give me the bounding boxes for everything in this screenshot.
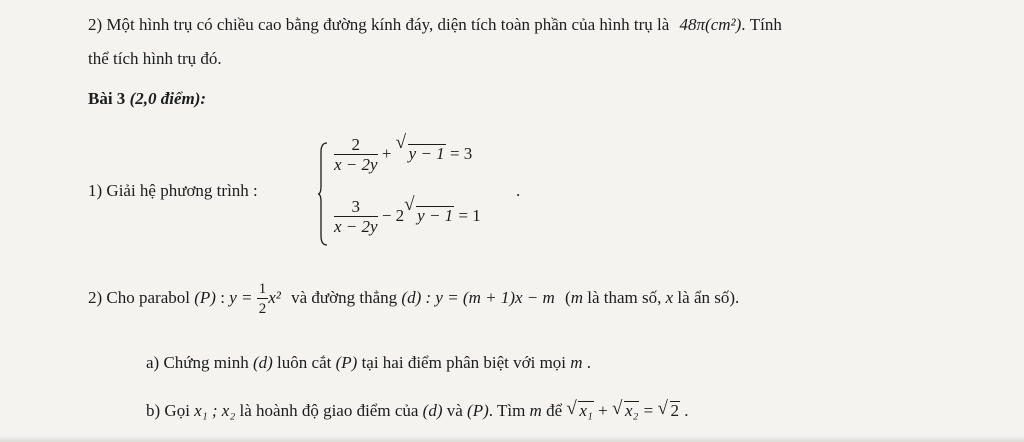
eq2-sqrt bbox=[404, 196, 454, 236]
qb-radicand-3: 2 bbox=[670, 401, 679, 420]
problem-2-text: 2) Một hình trụ có chiều cao bằng đường kính đáy, diện tích toàn phần của hình trụ là bbox=[88, 15, 670, 34]
q2-m: m bbox=[570, 288, 583, 307]
eq2-minus: − 2 bbox=[381, 206, 405, 225]
qb-d: (d) bbox=[422, 401, 443, 420]
qb-sqrt-2 bbox=[612, 400, 639, 422]
question-1-label: 1) Giải hệ phương trình : bbox=[88, 181, 258, 200]
q2-intro: 2) Cho parabol bbox=[88, 288, 190, 307]
qa-text3: tại hai điểm phân biệt với mọi bbox=[361, 353, 567, 372]
qb-radicand-2: x₂ bbox=[624, 401, 639, 420]
eq2-fraction bbox=[334, 198, 378, 237]
q2-x: x bbox=[665, 288, 674, 307]
q2-frac-den: 2 bbox=[258, 300, 267, 317]
section-heading bbox=[88, 88, 206, 110]
system-end-period: . bbox=[516, 181, 521, 200]
question-2 bbox=[88, 278, 739, 319]
q2-line-name: (d) bbox=[401, 288, 422, 307]
eq1-denominator: x − 2y bbox=[334, 154, 378, 174]
q2-mid: và đường thẳng bbox=[291, 288, 398, 307]
area-unit: (cm²) bbox=[705, 15, 742, 34]
qa-end: . bbox=[586, 353, 592, 372]
qa-text2: luôn cắt bbox=[277, 353, 332, 372]
eq1-fraction bbox=[334, 136, 378, 175]
q2-x-squared: x² bbox=[268, 288, 281, 307]
qb-sqrt-1 bbox=[566, 400, 593, 422]
qa-text1: a) Chứng minh bbox=[146, 353, 249, 372]
qb-m: m bbox=[529, 401, 542, 420]
eq1-rhs: = 3 bbox=[449, 144, 473, 163]
eq2-numerator: 3 bbox=[334, 198, 378, 217]
section-points: (2,0 điểm): bbox=[129, 89, 207, 108]
area-value: 48π bbox=[679, 15, 706, 34]
equation-1 bbox=[334, 134, 472, 175]
q2-parabol-name: (P) bbox=[194, 288, 216, 307]
eq2-denominator: x − 2y bbox=[334, 216, 378, 236]
eq2-rhs: = 1 bbox=[458, 206, 481, 225]
eq1-numerator: 2 bbox=[334, 136, 378, 155]
eq1-radicand: y − 1 bbox=[408, 144, 445, 163]
qa-m: m bbox=[570, 353, 583, 372]
question-2a bbox=[146, 352, 591, 374]
qb-radicand-1: x₁ bbox=[579, 401, 593, 420]
system-brace bbox=[318, 142, 328, 246]
q2-line-eq: : y = (m + 1)x − m bbox=[425, 288, 555, 307]
problem-2-line-2: thể tích hình trụ đó. bbox=[88, 49, 222, 68]
q2-fraction bbox=[257, 280, 269, 319]
qa-p: (P) bbox=[335, 353, 358, 372]
problem-2-end: . Tính bbox=[741, 15, 782, 34]
qa-d: (d) bbox=[252, 353, 273, 372]
q2-colon: : bbox=[220, 288, 225, 307]
eq2-radicand: y − 1 bbox=[417, 206, 454, 225]
problem-2-line-1 bbox=[88, 14, 782, 36]
page-bottom-edge bbox=[0, 436, 1024, 442]
equation-2 bbox=[334, 196, 481, 237]
q2-an-so: là ẩn số). bbox=[677, 288, 740, 307]
section-title: Bài 3 bbox=[88, 89, 126, 108]
qb-text2: là hoành độ giao điểm của bbox=[239, 401, 419, 420]
q2-paren: ( bbox=[565, 288, 571, 307]
qb-text3: . Tìm bbox=[488, 401, 526, 420]
qb-x1x2: x₁ ; x₂ bbox=[194, 401, 236, 420]
q2-frac-num: 1 bbox=[258, 280, 267, 297]
qb-end: . bbox=[684, 401, 689, 420]
qb-p: (P) bbox=[467, 401, 489, 420]
question-2b bbox=[146, 400, 689, 422]
qb-text1: b) Gọi bbox=[146, 401, 190, 420]
eq1-sqrt bbox=[396, 134, 446, 174]
q2-tham-so: là tham số, bbox=[587, 288, 662, 307]
qb-eq: = bbox=[643, 401, 654, 420]
qb-plus: + bbox=[598, 401, 608, 420]
qb-sqrt-3 bbox=[658, 400, 681, 422]
eq1-plus: + bbox=[381, 144, 392, 163]
qb-text4: để bbox=[546, 401, 563, 420]
q2-y-eq: y = bbox=[229, 288, 253, 307]
qb-va: và bbox=[446, 401, 463, 420]
